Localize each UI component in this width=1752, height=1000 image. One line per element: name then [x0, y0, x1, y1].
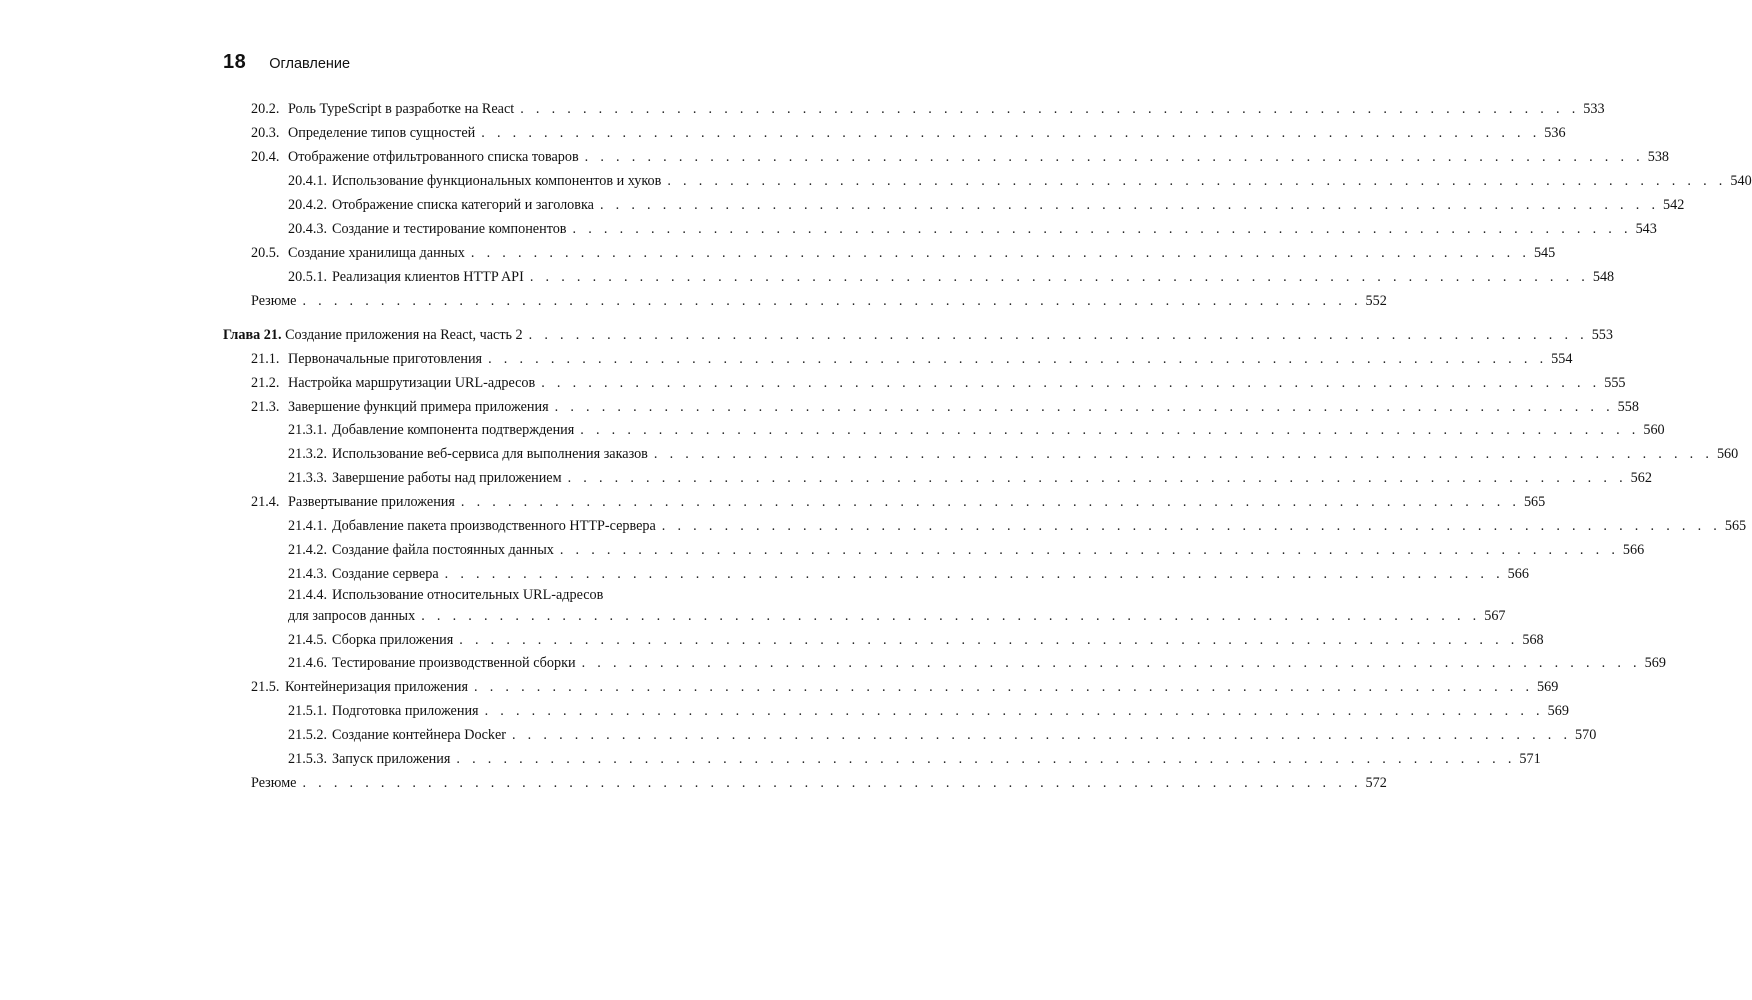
dot-leader: . . . . . . . . . . . . . . . . . . . . . . . . . . . . . . . . . . . . . . . . . . . . . . . . . . . . . . . . . . . . . . . . . . . . — [572, 221, 1632, 237]
entry-title-continuation: для запросов данных — [288, 608, 416, 624]
entry-page: 552 — [1365, 293, 1387, 309]
entry-number: 20.3. — [251, 125, 280, 141]
dot-leader: . . . . . . . . . . . . . . . . . . . . . . . . . . . . . . . . . . . . . . . . . . . . . . . . . . . . . . . . . . . . . . . . . . . . — [559, 542, 1620, 558]
toc-chapter-entry: Глава 21. Создание приложения на React, часть 2 . . . . . . . . . . . . . . . . . . . . . . . . . . . . . . . . . . . . . . . . . . . . . . . . . . . . . . . . . . . . . . . . . . . . 553 — [223, 327, 1613, 343]
entry-page: 562 — [1630, 470, 1652, 486]
toc-entry — [288, 702, 1569, 720]
entry-number: 21.5.2. — [288, 727, 328, 743]
entry-title: Настройка маршрутизации URL-адресов — [288, 375, 536, 391]
dot-leader: . . . . . . . . . . . . . . . . . . . . . . . . . . . . . . . . . . . . . . . . . . . . . . . . . . . . . . . . . . . . . . . . . . . . — [302, 293, 1362, 309]
dot-leader: . . . . . . . . . . . . . . . . . . . . . . . . . . . . . . . . . . . . . . . . . . . . . . . . . . . . . . . . . . . . . . . . . . . . — [302, 775, 1362, 791]
entry-number: 21.2. — [251, 375, 280, 391]
entry-title: Подготовка приложения — [332, 703, 479, 719]
entry-title: Резюме — [251, 775, 297, 791]
toc-entry — [288, 587, 1506, 625]
entry-number: 21.5. — [251, 679, 280, 695]
dot-leader: . . . . . . . . . . . . . . . . . . . . . . . . . . . . . . . . . . . . . . . . . . . . . . . . . . . . . . . . . . . . . . . . . . . . — [421, 608, 1481, 624]
toc-entry — [288, 196, 1685, 214]
entry-title: Контейнеризация приложения — [285, 679, 468, 695]
entry-number: 20.4.3. — [288, 221, 328, 237]
entry-number: 20.4.2. — [288, 197, 328, 213]
entry-number: 21.4.3. — [288, 566, 328, 582]
entry-title: Использование относительных URL-адресов — [332, 587, 604, 603]
page-header — [223, 51, 350, 74]
dot-leader: . . . . . . . . . . . . . . . . . . . . . . . . . . . . . . . . . . . . . . . . . . . . . . . . . . . . . . . . . . . . . . . . . . . . — [481, 125, 1541, 141]
toc-entry — [288, 469, 1652, 487]
entry-number: 20.4. — [251, 149, 280, 165]
toc-entry — [251, 148, 1669, 166]
dot-leader: . . . . . . . . . . . . . . . . . . . . . . . . . . . . . . . . . . . . . . . . . . . . . . . . . . . . . . . . . . . . . . . . . . . . — [459, 632, 1519, 648]
running-title: Оглавление — [269, 56, 351, 72]
entry-page: 553 — [1591, 327, 1613, 343]
toc-entry — [288, 750, 1541, 768]
entry-number: 21.3. — [251, 399, 280, 415]
entry-title: Добавление пакета производственного HTTP-сервера — [332, 518, 656, 534]
toc-entry — [251, 374, 1626, 392]
entry-page: 565 — [1724, 518, 1747, 534]
entry-number: 20.5. — [251, 245, 280, 261]
dot-leader: . . . . . . . . . . . . . . . . . . . . . . . . . . . . . . . . . . . . . . . . . . . . . . . . . . . . . . . . . . . . . . . . . . . . — [541, 375, 1601, 391]
entry-title: Роль TypeScript в разработке на React — [288, 101, 515, 117]
toc-entry — [288, 220, 1657, 238]
entry-page: 572 — [1365, 775, 1387, 791]
dot-leader: . . . . . . . . . . . . . . . . . . . . . . . . . . . . . . . . . . . . . . . . . . . . . . . . . . . . . . . . . . . . . . . . . . . . — [528, 327, 1588, 343]
entry-number: 20.5.1. — [288, 269, 328, 285]
entry-title: Резюме — [251, 293, 297, 309]
entry-number: 21.3.2. — [288, 446, 328, 462]
toc-entry — [288, 445, 1739, 463]
entry-page: 554 — [1551, 351, 1573, 367]
entry-title: Завершение работы над приложением — [332, 470, 562, 486]
entry-number: 20.4.1. — [288, 173, 328, 189]
dot-leader: . . . . . . . . . . . . . . . . . . . . . . . . . . . . . . . . . . . . . . . . . . . . . . . . . . . . . . . . . . . . . . . . . . . . — [567, 470, 1627, 486]
entry-title: Отображение списка категорий и заголовка — [332, 197, 594, 213]
entry-page: 538 — [1647, 149, 1669, 165]
entry-page: 558 — [1617, 399, 1639, 415]
entry-page: 569 — [1644, 655, 1666, 671]
toc-entry — [288, 172, 1752, 190]
toc-entry — [251, 292, 1387, 310]
entry-title: Создание сервера — [332, 566, 439, 582]
toc-entry — [288, 268, 1615, 286]
entry-page: 543 — [1635, 221, 1657, 237]
toc-entry — [251, 124, 1566, 142]
entry-page: 545 — [1533, 245, 1556, 261]
dot-leader: . . . . . . . . . . . . . . . . . . . . . . . . . . . . . . . . . . . . . . . . . . . . . . . . . . . . . . . . . . . . . . . . . . . . — [474, 679, 1534, 695]
entry-title: Запуск приложения — [332, 751, 451, 767]
toc-entry — [288, 517, 1747, 535]
dot-leader: . . . . . . . . . . . . . . . . . . . . . . . . . . . . . . . . . . . . . . . . . . . . . . . . . . . . . . . . . . . . . . . . . . . . — [581, 655, 1641, 671]
entry-page: 533 — [1583, 101, 1605, 117]
entry-number: 21.5.3. — [288, 751, 328, 767]
entry-page: 570 — [1575, 727, 1597, 743]
dot-leader: . . . . . . . . . . . . . . . . . . . . . . . . . . . . . . . . . . . . . . . . . . . . . . . . . . . . . . . . . . . . . . . . . . . . — [520, 101, 1580, 117]
entry-title: Использование веб-сервиса для выполнения заказов — [332, 446, 648, 462]
entry-page: 569 — [1547, 703, 1569, 719]
page-number: 18 — [223, 51, 247, 73]
dot-leader: . . . . . . . . . . . . . . . . . . . . . . . . . . . . . . . . . . . . . . . . . . . . . . . . . . . . . . . . . . . . . . . . . . . . — [599, 197, 1660, 213]
entry-number: 21.4.2. — [288, 542, 328, 558]
entry-title: Отображение отфильтрованного списка товаров — [288, 149, 579, 165]
entry-number: 21.1. — [251, 351, 280, 367]
entry-page: 560 — [1716, 446, 1739, 462]
entry-page: 548 — [1592, 269, 1615, 285]
entry-number: 21.5.1. — [288, 703, 328, 719]
entry-title: Реализация клиентов HTTP API — [332, 269, 524, 285]
dot-leader: . . . . . . . . . . . . . . . . . . . . . . . . . . . . . . . . . . . . . . . . . . . . . . . . . . . . . . . . . . . . . . . . . . . . — [470, 245, 1531, 261]
entry-number: 21.4.5. — [288, 632, 328, 648]
toc-entry — [251, 350, 1573, 368]
dot-leader: . . . . . . . . . . . . . . . . . . . . . . . . . . . . . . . . . . . . . . . . . . . . . . . . . . . . . . . . . . . . . . . . . . . . — [511, 727, 1572, 743]
entry-number: 21.4.1. — [288, 518, 328, 534]
dot-leader: . . . . . . . . . . . . . . . . . . . . . . . . . . . . . . . . . . . . . . . . . . . . . . . . . . . . . . . . . . . . . . . . . . . . — [456, 751, 1516, 767]
dot-leader: . . . . . . . . . . . . . . . . . . . . . . . . . . . . . . . . . . . . . . . . . . . . . . . . . . . . . . . . . . . . . . . . . . . . — [488, 351, 1548, 367]
entry-title: Создание контейнера Docker — [332, 727, 506, 743]
toc-entry — [288, 631, 1544, 649]
entry-title: Завершение функций примера приложения — [288, 399, 549, 415]
entry-title: Развертывание приложения — [288, 494, 455, 510]
dot-leader: . . . . . . . . . . . . . . . . . . . . . . . . . . . . . . . . . . . . . . . . . . . . . . . . . . . . . . . . . . . . . . . . . . . . — [661, 518, 1722, 534]
entry-page: 568 — [1522, 632, 1544, 648]
dot-leader: . . . . . . . . . . . . . . . . . . . . . . . . . . . . . . . . . . . . . . . . . . . . . . . . . . . . . . . . . . . . . . . . . . . . — [529, 269, 1590, 285]
entry-title: Создание файла постоянных данных — [332, 542, 554, 558]
dot-leader: . . . . . . . . . . . . . . . . . . . . . . . . . . . . . . . . . . . . . . . . . . . . . . . . . . . . . . . . . . . . . . . . . . . . — [460, 494, 1521, 510]
entry-title: Создание хранилища данных — [288, 245, 465, 261]
entry-number: 21.3.3. — [288, 470, 328, 486]
entry-page: 566 — [1622, 542, 1645, 558]
entry-page: 566 — [1507, 566, 1529, 582]
toc-entry — [251, 100, 1605, 118]
entry-number: 20.2. — [251, 101, 280, 117]
entry-title: Сборка приложения — [332, 632, 454, 648]
entry-title: Использование функциональных компонентов и хуков — [332, 173, 662, 189]
entry-title: Определение типов сущностей — [288, 125, 476, 141]
entry-title: Первоначальные приготовления — [288, 351, 483, 367]
entry-title: Добавление компонента подтверждения — [332, 422, 575, 438]
entry-title: Создание и тестирование компонентов — [332, 221, 567, 237]
entry-number: 21.4. — [251, 494, 280, 510]
entry-page: 555 — [1604, 375, 1626, 391]
dot-leader: . . . . . . . . . . . . . . . . . . . . . . . . . . . . . . . . . . . . . . . . . . . . . . . . . . . . . . . . . . . . . . . . . . . . — [554, 399, 1614, 415]
toc-entry — [251, 678, 1559, 696]
dot-leader: . . . . . . . . . . . . . . . . . . . . . . . . . . . . . . . . . . . . . . . . . . . . . . . . . . . . . . . . . . . . . . . . . . . . — [580, 422, 1640, 438]
entry-page: 571 — [1519, 751, 1541, 767]
entry-number: 21.4.6. — [288, 655, 328, 671]
chapter-label: Глава 21 — [223, 327, 278, 343]
toc-entry — [251, 244, 1556, 262]
dot-leader: . . . . . . . . . . . . . . . . . . . . . . . . . . . . . . . . . . . . . . . . . . . . . . . . . . . . . . . . . . . . . . . . . . . . — [484, 703, 1544, 719]
toc-entry — [288, 654, 1666, 672]
entry-page: 542 — [1663, 197, 1685, 213]
entry-page: 567 — [1484, 608, 1506, 624]
toc-entry — [288, 565, 1529, 583]
entry-page: 560 — [1643, 422, 1665, 438]
entry-page: 569 — [1537, 679, 1559, 695]
entry-title: Создание приложения на React, часть 2 — [285, 327, 523, 343]
entry-number: 21.3.1. — [288, 422, 328, 438]
dot-leader: . . . . . . . . . . . . . . . . . . . . . . . . . . . . . . . . . . . . . . . . . . . . . . . . . . . . . . . . . . . . . . . . . . . . — [584, 149, 1644, 165]
toc-entry — [288, 421, 1665, 439]
entry-title: Тестирование производственной сборки — [332, 655, 576, 671]
toc-entry — [288, 541, 1645, 559]
entry-page: 565 — [1523, 494, 1546, 510]
dot-leader: . . . . . . . . . . . . . . . . . . . . . . . . . . . . . . . . . . . . . . . . . . . . . . . . . . . . . . . . . . . . . . . . . . . . — [653, 446, 1714, 462]
entry-number: 21.4.4. — [288, 587, 328, 603]
dot-leader: . . . . . . . . . . . . . . . . . . . . . . . . . . . . . . . . . . . . . . . . . . . . . . . . . . . . . . . . . . . . . . . . . . . . — [444, 566, 1504, 582]
entry-page: 540 — [1730, 173, 1752, 189]
toc-entry — [251, 493, 1546, 511]
toc-entry — [251, 774, 1387, 792]
entry-page: 536 — [1544, 125, 1566, 141]
toc-entry — [288, 726, 1597, 744]
dot-leader: . . . . . . . . . . . . . . . . . . . . . . . . . . . . . . . . . . . . . . . . . . . . . . . . . . . . . . . . . . . . . . . . . . . . — [667, 173, 1727, 189]
toc-entry — [251, 398, 1639, 416]
